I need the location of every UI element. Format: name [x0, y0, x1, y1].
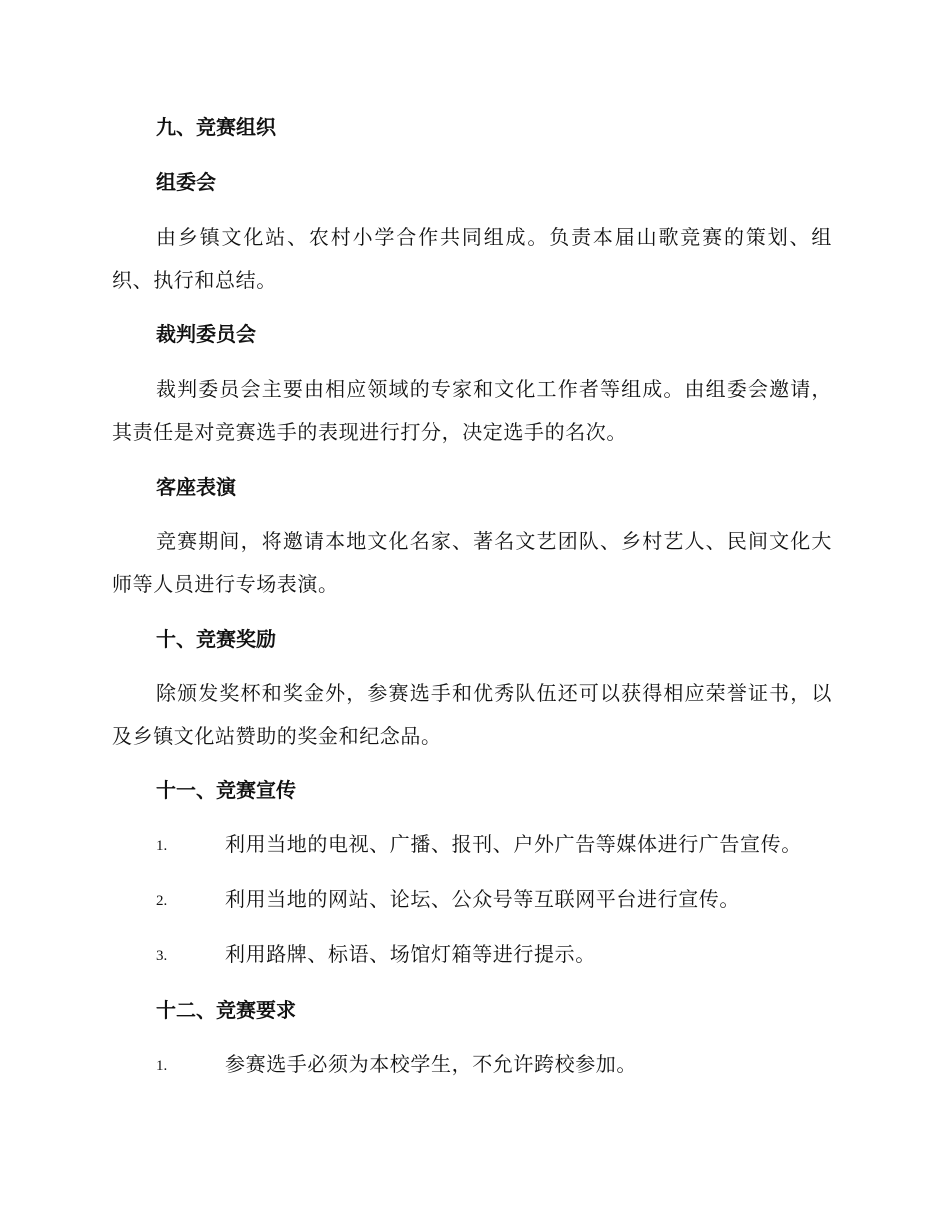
list-number: 3. [156, 948, 168, 964]
paragraph-organizing-committee: 由乡镇文化站、农村小学合作共同组成。负责本届山歌竞赛的策划、组织、执行和总结。 [112, 225, 832, 292]
section-heading-11: 十一、竞赛宣传 [156, 778, 296, 802]
list-number: 1. [156, 1058, 168, 1074]
paragraph-awards: 除颁发奖杯和奖金外，参赛选手和优秀队伍还可以获得相应荣誉证书，以及乡镇文化站赞助的奖金和纪念品。 [112, 681, 832, 748]
section-heading-12: 十二、竞赛要求 [156, 998, 296, 1022]
section-heading-10: 十、竞赛奖励 [156, 627, 276, 651]
paragraph-jury: 裁判委员会主要由相应领域的专家和文化工作者等组成。由组委会邀请，其责任是对竞赛选手的表现进行打分，决定选手的名次。 [112, 377, 832, 444]
list-text: 利用当地的电视、广播、报刊、户外广告等媒体进行广告宣传。 [225, 832, 802, 856]
list-text: 利用路牌、标语、场馆灯箱等进行提示。 [225, 942, 596, 966]
section-heading-9: 九、竞赛组织 [156, 115, 276, 139]
subheading-organizing-committee: 组委会 [156, 170, 216, 194]
list-number: 1. [156, 838, 168, 854]
subheading-guest-performance: 客座表演 [156, 475, 236, 499]
paragraph-guest-performance: 竞赛期间，将邀请本地文化名家、著名文艺团队、乡村艺人、民间文化大师等人员进行专场表演。 [112, 529, 832, 596]
subheading-jury: 裁判委员会 [156, 322, 256, 346]
list-text: 利用当地的网站、论坛、公众号等互联网平台进行宣传。 [225, 887, 740, 911]
list-number: 2. [156, 893, 168, 909]
list-text: 参赛选手必须为本校学生，不允许跨校参加。 [225, 1052, 637, 1076]
